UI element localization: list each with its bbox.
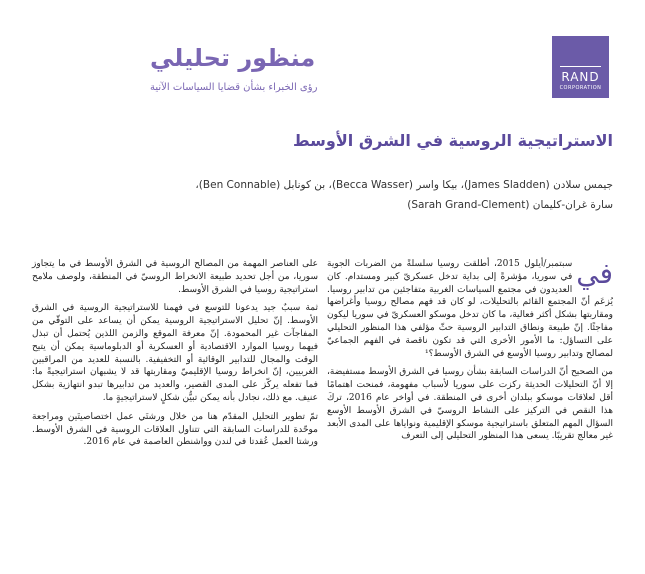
authors-line-2: سارة غران-كليمان (Sarah Grand-Clement) — [407, 199, 613, 211]
authors-line-1: جيمس سلادن (James Sladden)، بيكا واسر (Becca Wasser)، بن كونابل (Ben Connable)، — [195, 179, 613, 191]
paragraph: من الصحيح أنّ الدراسات السابقة بشأن روسيا في الشرق الأوسط مستفيضة، إلا أنّ التحليلات الحديثة ركزت على سوريا لأسباب مفهومة، فمنحت اهتمامًا أقل لعلاقات موسكو ببلدان أخرى في المنطقة. في أواخر عام 2016، تركَ هذا النقص في التركيز على النشاط الروسيّ في الشرق الأوسط الأوسع السؤال المهم المتعلق باستراتيجية موسكو الإقليمية ونواياها على المدى الأبعد غير معالج تقريبًا. يسعى هذا المنظور التحليلي إلى التعرف — [327, 367, 614, 442]
logo-corporation: CORPORATION — [559, 85, 602, 91]
column-left — [32, 258, 318, 455]
paragraph: تمّ تطوير التحليل المقدّم هنا من خلال ورشتَي عمل اختصاصيتَين ومراجعة موحّدة للدراسات السابقة التي تتناول العلاقات الروسية في الشرق الأوسط. ورشتا العمل عُقدتا في لندن وواشنطن العاصمة في عام 2016. — [32, 411, 318, 448]
paragraph: على العناصر المهمة من المصالح الروسية في الشرق الأوسط في ما يتجاوز سوريا، من أجل تحديد طبيعة الانخراط الروسيّ في المنطقة، ولوصف ملامح استراتيجية روسيا في الشرق الأوسط. — [32, 259, 318, 295]
rand-logo — [552, 36, 609, 98]
document-title: الاستراتيجية الروسية في الشرق الأوسط — [293, 131, 613, 150]
dropcap: في — [576, 257, 613, 290]
column-right — [327, 258, 613, 449]
logo-brand: RAND — [561, 70, 600, 84]
paragraph-text: سبتمبر/أيلول 2015، أطلقت روسيا سلسلةً من الضربات الجوية في سوريا، مؤشرةً إلى بداية تدخل عسكريّ كبير ومستدام. كان العديدون في مجتمع السياسات الغربية متفاجئين من تدابير روسيا. يُزعَم أنّ المجتمع القائم بالتحليلات، لو كان قد فهم مصالح روسيا وأغراضها ومقاربتها بشكل أكثر فعالية، ما كان تدخل موسكو العسكريّ في سوريا ليكون مفاجئًا. إنّ طبيعة ونطاق التدابير الروسية حثّ مؤلفي هذا المنظور التحليلي على التساؤل: ما الأمور الأخرى التي قد تكون ناقصة في الفهم الجماعيّ لمصالح وتدابير روسيا الأوسع في الشرق الأوسط؟¹ — [327, 259, 613, 359]
paragraph: ثمة سببٌ جيد يدعونا للتوسع في فهمنا للاستراتيجية الروسية في الشرق الأوسط. إنّ تحليل الاستراتيجية الروسية يمكن أن يساعد على التوقّي من المفاجآت غير المحمودة. إنّ معرفة الموقع والزمن اللذين يُحتمل أن تبذل فيهما روسيا الموارد الاقتصادية أو العسكرية أو الدبلوماسية يمكن أن يتيح الوقت والمجال للتدابير الوقائية أو التخفيفية. بالنسبة للعديد من المراقبين الغربيين، إنّ انخراط روسيا الإقليميّ ومقاربتها قد لا يشبهان استراتيجيةً ما: فما تفعله يركّز على المدى القصير، والعديد من تدابيرها تبدو انتهازية بشكل عنيف. مع ذلك، نجادل بأنه يمكن تبيُّن شكلٍ لاستراتيجيةٍ ما. — [32, 303, 318, 403]
authors — [33, 175, 613, 215]
logo-divider — [560, 66, 601, 67]
series-title: منظور تحليلي — [150, 44, 316, 72]
paragraph — [327, 258, 613, 360]
series-subtitle: رؤى الخبراء بشأن قضايا السياسات الآنية — [150, 82, 318, 93]
